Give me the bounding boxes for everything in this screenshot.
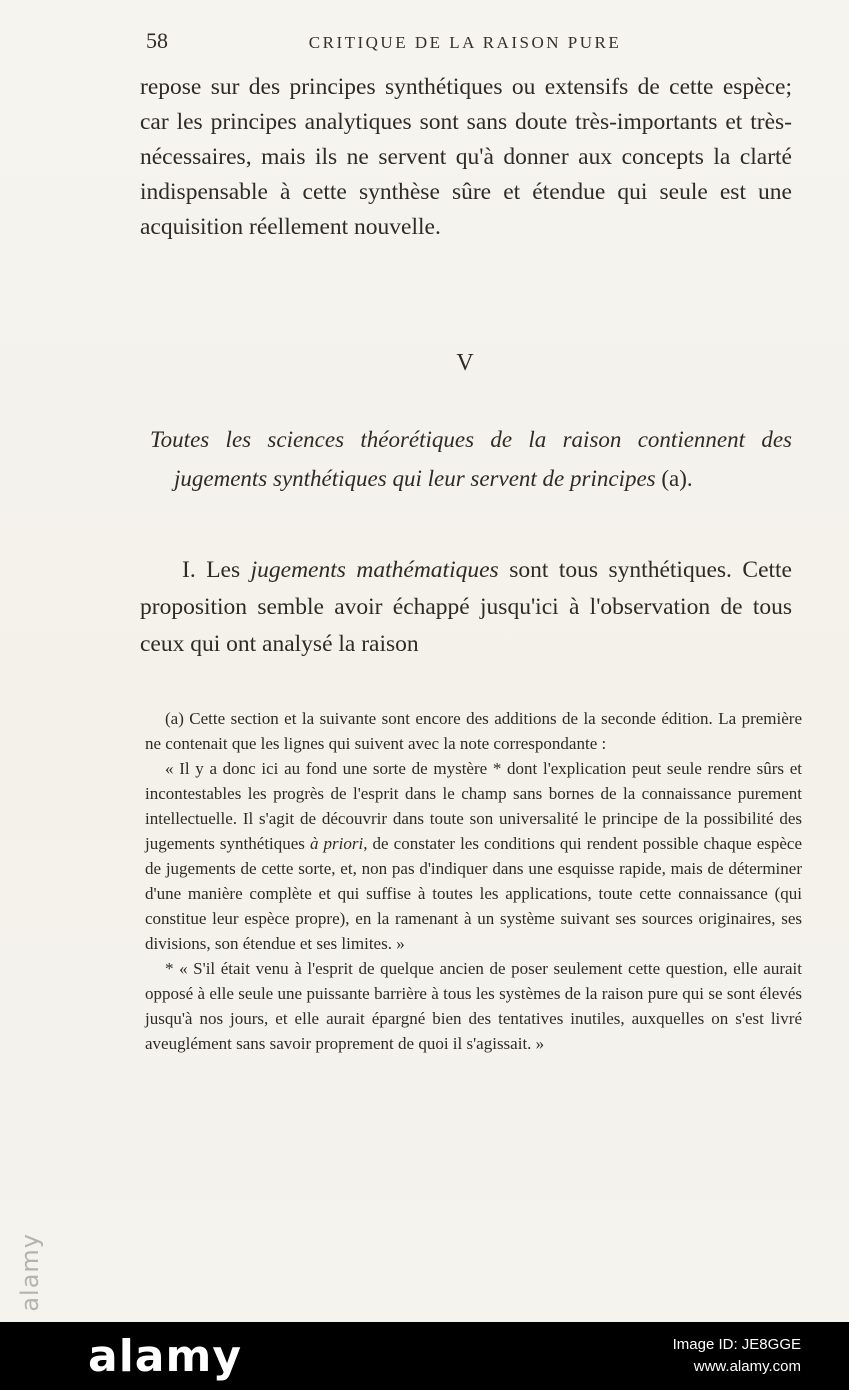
footnote-paragraph-1: (a) Cette section et la suivante sont encore des additions de la seconde édition. La première ne contenait que les lignes qui suivent avec la note correspondante : (145, 709, 802, 753)
body-paragraph-1: repose sur des principes synthétiques ou extensifs de cette espèce; car les principes analytiques sont sans doute très-importants et très-nécessaires, mais ils ne servent qu'à donner aux concepts la clarté indispensable à cette synthèse sûre et étendue qui seule est une acquisition réellement nouvelle. (140, 74, 792, 240)
body-paragraph-2: I. Les jugements mathématiques sont tous synthétiques. Cette proposition semble avoir échappé jusqu'ici à l'observation de tous ceux qui ont analysé la raison (140, 557, 792, 657)
section-heading: Toutes les sciences théorétiques de la raison contiennent des jugements synthétiques qui leur servent de principes (a). (150, 427, 792, 491)
footnote-paragraph-3: * « S'il était venu à l'esprit de quelque ancien de poser seulement cette question, elle aurait opposé à elle seule une puissante barrière à tous les systèmes de la raison pure qui se sont élevés jusqu'à nos jours, et elle aurait épargné bien des tentatives inutiles, auxquelles on s'est livré aveuglément sans savoir proprement de quoi il s'agissait. » (145, 959, 802, 1053)
alamy-side-watermark: alamy (16, 1233, 44, 1312)
alamy-url-text: www.alamy.com (693, 1358, 801, 1375)
footer-bar (0, 1322, 849, 1390)
footnote-paragraph-2: « Il y a donc ici au fond une sorte de mystère * dont l'explication peut seule rendre sûrs et incontestables les progrès de l'esprit dans le champ sans bornes de la connaissance purement intellectuelle. Il s'agit de découvrir dans toute son universalité le principe de la possibilité des jugements synthétiques à priori, de constater les conditions qui rendent possible chaque espèce de jugements de cette sorte, et, non pas d'indiquer dans une esquisse rapide, mais de déterminer d'une manière complète et qui suffise à toutes les applications, toute cette connaissance (qui constitue leur espèce propre), en la ramenant à un système suivant ses sources originaires, ses divisions, son étendue et ses limites. » (145, 759, 803, 953)
section-number: V (456, 350, 474, 376)
footnote-block (145, 706, 802, 1056)
image-id-text: Image ID: JE8GGE (672, 1336, 801, 1353)
page-number: 58 (146, 28, 168, 53)
alamy-logo: alamy (88, 1331, 242, 1382)
running-title: CRITIQUE DE LA RAISON PURE (308, 33, 622, 52)
footer-info (673, 1334, 801, 1378)
